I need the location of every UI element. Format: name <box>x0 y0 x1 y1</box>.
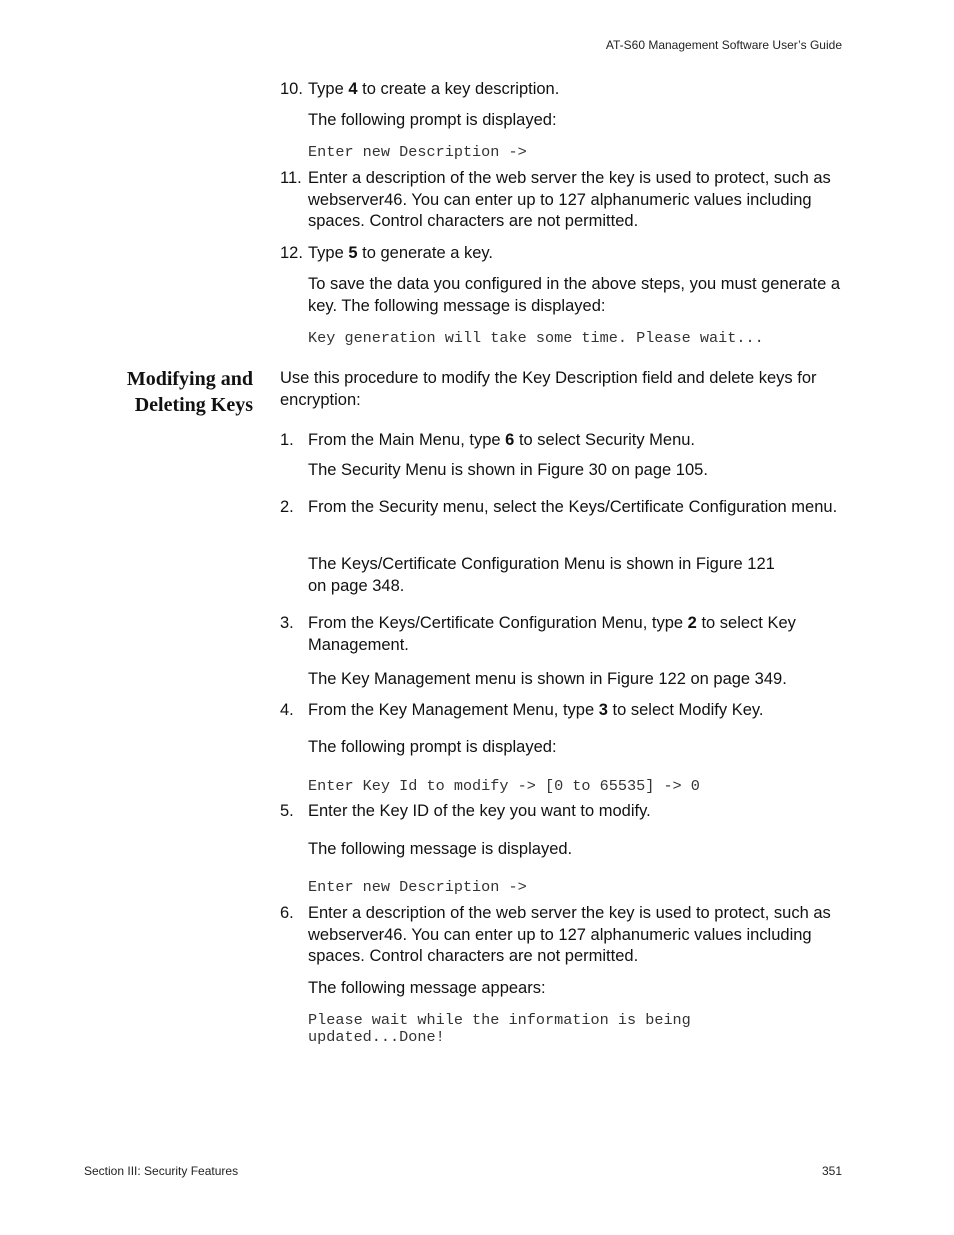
step-6 <box>280 903 845 968</box>
step-text: Enter a description of the web server the key is used to protect, such as webserver46. You can enter up to 127 alphanumeric values including spaces. Control characters are not permitted. <box>308 904 831 965</box>
page-number: 351 <box>821 1164 842 1178</box>
step-text: From the Main Menu, type 6 to select Security Menu. <box>308 431 696 449</box>
step-text: From the Keys/Certificate Configuration Menu, type 2 to select Key Management. <box>308 614 796 654</box>
step-number: 2. <box>280 498 294 516</box>
step-note: The following prompt is displayed: <box>308 111 557 129</box>
step-number: 3. <box>280 614 294 632</box>
step-text: From the Security menu, select the Keys/Certificate Configuration menu. <box>308 498 838 516</box>
code-message: Please wait while the information is being updated...Done! <box>308 1011 691 1046</box>
step-12 <box>280 243 845 265</box>
step-note: The following prompt is displayed: <box>308 738 557 756</box>
step-number: 6. <box>280 904 294 922</box>
code-message: Key generation will take some time. Please wait... <box>308 329 764 347</box>
step-number: 5. <box>280 802 294 820</box>
code-prompt: Enter new Description -> <box>308 878 527 896</box>
code-prompt: Enter new Description -> <box>308 143 527 161</box>
step-note: To save the data you configured in the above steps, you must generate a key. The following message is displayed: <box>308 275 841 315</box>
step-text: Enter a description of the web server the key is used to protect, such as webserver46. You can enter up to 127 alphanumeric values including spaces. Control characters are not permitted. <box>308 169 831 230</box>
step-text: Enter the Key ID of the key you want to modify. <box>308 802 651 820</box>
step-text: Type 5 to generate a key. <box>308 244 493 262</box>
step-note: The following message appears: <box>308 979 546 997</box>
step-number: 1. <box>280 431 294 449</box>
step-note: The Keys/Certificate Configuration Menu is shown in Figure 121 on page 348. <box>308 555 775 595</box>
step-text: From the Key Management Menu, type 3 to select Modify Key. <box>308 701 764 719</box>
footer-section: Section III: Security Features <box>84 1164 239 1178</box>
step-10 <box>280 79 845 101</box>
step-4 <box>280 700 845 722</box>
step-number: 4. <box>280 701 294 719</box>
step-1 <box>280 430 845 452</box>
step-number: 11. <box>280 169 302 187</box>
section-heading: Modifying and Deleting Keys <box>126 368 253 416</box>
step-5 <box>280 801 845 823</box>
running-header: AT-S60 Management Software User’s Guide <box>605 38 842 52</box>
step-11 <box>280 168 845 233</box>
step-number: 12. <box>280 244 303 262</box>
section-intro: Use this procedure to modify the Key Description field and delete keys for encryption: <box>280 369 817 409</box>
step-number: 10. <box>280 80 303 98</box>
step-2 <box>280 497 845 519</box>
code-prompt: Enter Key Id to modify -> [0 to 65535] -> 0 <box>308 777 700 795</box>
step-note: The following message is displayed. <box>308 840 573 858</box>
step-3 <box>280 613 845 656</box>
step-note: The Security Menu is shown in Figure 30 on page 105. <box>308 461 708 479</box>
step-note: The Key Management menu is shown in Figure 122 on page 349. <box>308 670 787 688</box>
step-text: Type 4 to create a key description. <box>308 80 560 98</box>
